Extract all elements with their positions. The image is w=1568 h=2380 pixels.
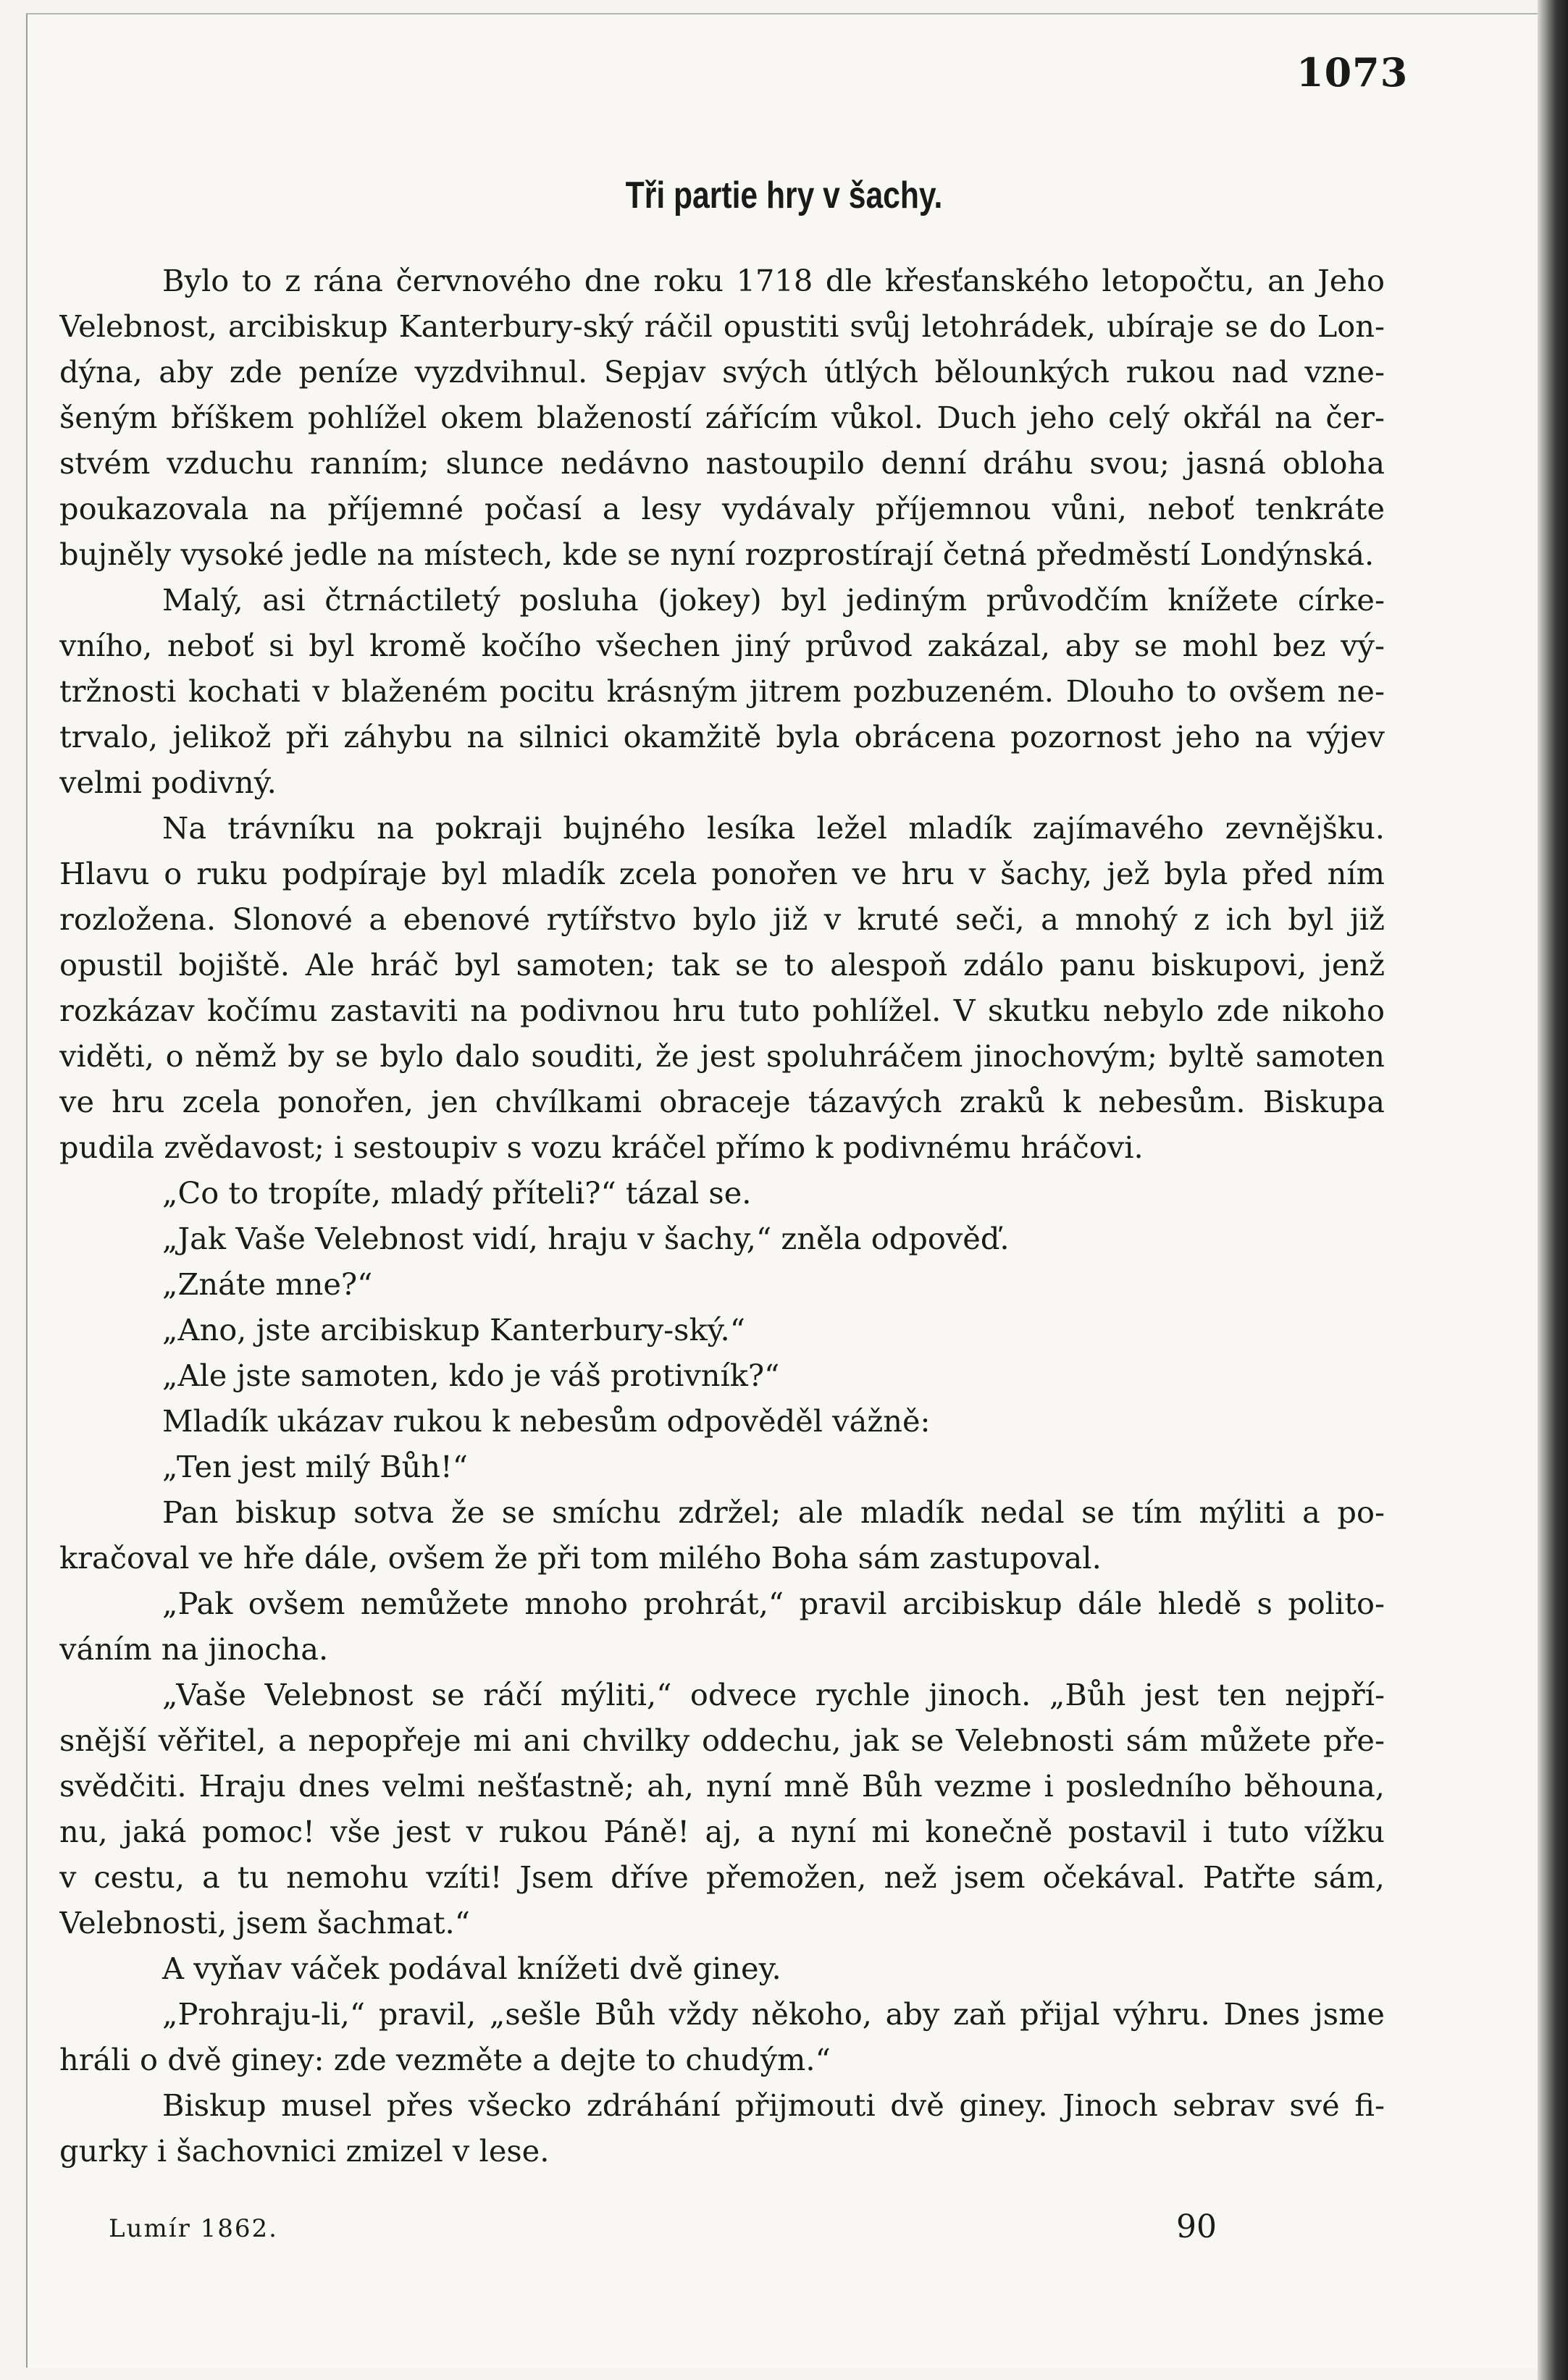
text-line: Hlavu o ruku podpíraje byl mladík zcela ponořen ve hru v šachy, jež byla před ním — [59, 856, 1385, 891]
text-line: ve hru zcela ponořen, jen chvílkami obraceje tázavých zraků k nebesům. Biskupa — [59, 1084, 1385, 1119]
text-line: rozložena. Slonové a ebenové rytířstvo bylo již v kruté seči, a mnohý z ich byl již — [59, 901, 1385, 937]
sheet-number: 90 — [1176, 2208, 1217, 2245]
article-title: Tři partie hry v šachy. — [625, 174, 943, 216]
text-line: Pan biskup sotva že se smíchu zdržel; ale mladík nedal se tím mýliti a po- — [162, 1494, 1385, 1530]
text-line: kračoval ve hře dále, ovšem že při tom milého Boha sám zastupoval. — [59, 1540, 1102, 1576]
article-body — [59, 258, 1385, 2174]
text-line: rozkázav kočímu zastaviti na podivnou hru tuto pohlížel. V skutku nebylo zde nikoho — [59, 993, 1385, 1028]
text-line: svědčiti. Hraju dnes velmi nešťastně; ah, nyní mně Bůh vezme i posledního běhouna, — [59, 1768, 1385, 1804]
text-line: Na trávníku na pokraji bujného lesíka ležel mladík zajímavého zevnějšku. — [162, 810, 1385, 846]
text-line: bujněly vysoké jedle na místech, kde se nyní rozprostírají četná předměstí Londýnská. — [59, 537, 1375, 572]
page-number: 1073 — [1296, 49, 1409, 96]
text-line: Bylo to z rána červnového dne roku 1718 dle křesťanského letopočtu, an Jeho — [162, 263, 1385, 298]
text-line: v cestu, a tu nemohu vzíti! Jsem dříve přemožen, než jsem očekával. Patřte sám, — [59, 1859, 1385, 1895]
text-line: dýna, aby zde peníze vyzdvihnul. Sepjav svých útlých bělounkých rukou nad vzne- — [59, 354, 1385, 390]
text-line: váním na jinocha. — [59, 1631, 329, 1667]
text-line: poukazovala na příjemné počasí a lesy vydávaly příjemnou vůni, neboť tenkráte — [59, 491, 1385, 526]
text-line: Velebnost, arcibiskup Kanterbury-ský ráčil opustiti svůj letohrádek, ubíraje se do Lon- — [59, 308, 1385, 344]
text-line: nu, jaká pomoc! vše jest v rukou Páně! aj, a nyní mi konečně postavil i tuto vížku — [59, 1814, 1385, 1849]
text-line: šeným bříškem pohlížel okem blažeností zářícím vůkol. Duch jeho celý okřál na čer- — [59, 400, 1385, 435]
text-line: Velebnosti, jsem šachmat.“ — [59, 1905, 470, 1940]
text-line: „Ten jest milý Bůh!“ — [162, 1449, 468, 1484]
text-line: snější věřitel, a nepopřeje mi ani chvilky oddechu, jak se Velebnosti sám můžete pře- — [59, 1723, 1385, 1758]
text-line: hráli o dvě giney: zde vezměte a dejte to chudým.“ — [59, 2042, 831, 2077]
text-line: gurky i šachovnici zmizel v lese. — [59, 2133, 550, 2169]
footer-signature: Lumír 1862. — [109, 2214, 278, 2243]
text-line: velmi podivný. — [59, 765, 277, 800]
text-line: pudila zvědavost; i sestoupiv s vozu kráčel přímo k podivnému hráčovi. — [59, 1130, 1144, 1165]
text-line: vního, neboť si byl kromě kočího všechen jiný průvod zakázal, aby se mohl bez vý- — [59, 628, 1385, 663]
text-line: Biskup musel přes všecko zdráhání přijmouti dvě giney. Jinoch sebrav své fi- — [162, 2087, 1385, 2123]
text-line: „Ano, jste arcibiskup Kanterbury-ský.“ — [162, 1312, 745, 1347]
text-line: „Pak ovšem nemůžete mnoho prohrát,“ pravil arcibiskup dále hledě s polito- — [162, 1586, 1385, 1621]
text-line: Malý, asi čtrnáctiletý posluha (jokey) byl jediným průvodčím knížete círke- — [162, 582, 1385, 618]
text-line: viděti, o němž by se bylo dalo souditi, že jest spoluhráčem jinochovým; byltě samoten — [59, 1038, 1385, 1074]
text-line: „Znáte mne?“ — [162, 1266, 373, 1302]
text-line: Mladík ukázav rukou k nebesům odpověděl vážně: — [162, 1403, 931, 1439]
text-line: stvém vzduchu ranním; slunce nedávno nastoupilo denní dráhu svou; jasná obloha — [59, 445, 1385, 481]
text-line: „Vaše Velebnost se ráčí mýliti,“ odvece rychle jinoch. „Bůh jest ten nejpří- — [162, 1677, 1385, 1712]
text-line: trvalo, jelikož při záhybu na silnici okamžitě byla obrácena pozornost jeho na výjev — [59, 719, 1385, 754]
text-line: „Jak Vaše Velebnost vidí, hraju v šachy,“ zněla odpověď. — [162, 1221, 1010, 1256]
text-line: „Prohraju-li,“ pravil, „sešle Bůh vždy někoho, aby zaň přijal výhru. Dnes jsme — [162, 1996, 1385, 2032]
text-line: tržnosti kochati v blaženém pocitu krásným jitrem pozbuzeném. Dlouho to ovšem ne- — [59, 673, 1385, 709]
text-line: „Co to tropíte, mladý příteli?“ tázal se. — [162, 1175, 752, 1211]
text-line: A vyňav váček podával knížeti dvě giney. — [162, 1951, 781, 1986]
text-line: opustil bojiště. Ale hráč byl samoten; tak se to alespoň zdálo panu biskupovi, jenž — [59, 947, 1385, 983]
text-line: „Ale jste samoten, kdo je váš protivník?“ — [162, 1358, 780, 1393]
binding-edge — [1538, 0, 1568, 2380]
